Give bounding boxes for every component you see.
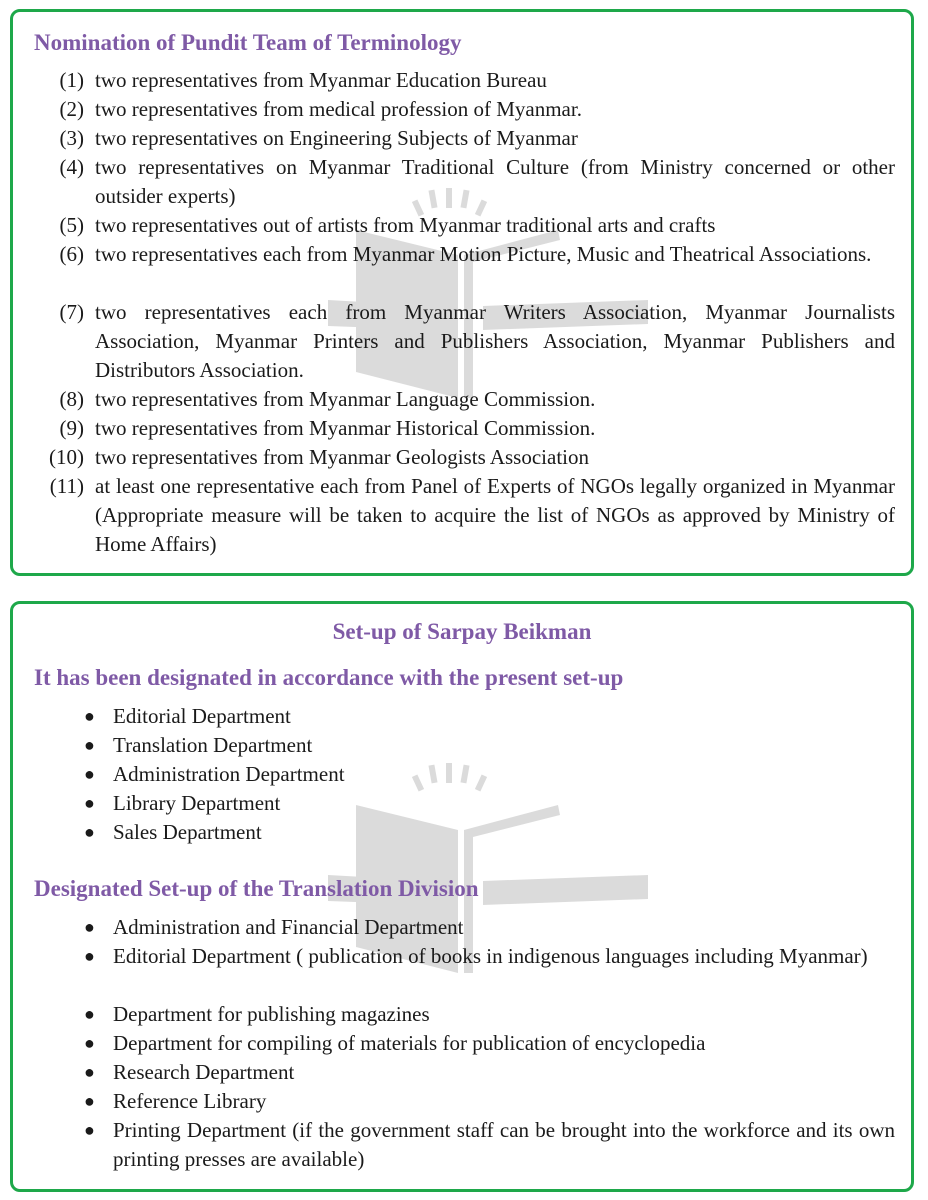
translation-division-heading: Designated Set-up of the Translation Division <box>34 876 479 901</box>
bullet-icon: ● <box>84 822 95 842</box>
item-text: Administration Department <box>113 762 345 786</box>
item-text: two representatives each from Myanmar Motion Picture, Music and Theatrical Associations. <box>95 242 872 266</box>
item-text: two representatives on Myanmar Traditional Culture (from Ministry concerned or other outsider experts) <box>95 155 895 208</box>
item-text: two representatives from Myanmar Language Commission. <box>95 387 596 411</box>
item-number: (8) <box>59 387 84 411</box>
item-text: two representatives on Engineering Subjects of Myanmar <box>95 126 578 150</box>
item-number: (7) <box>59 300 84 324</box>
item-text: Department for compiling of materials for publication of encyclopedia <box>113 1031 706 1055</box>
item-text: two representatives out of artists from Myanmar traditional arts and crafts <box>95 213 716 237</box>
bullet-icon: ● <box>84 1062 95 1082</box>
bullet-icon: ● <box>84 793 95 813</box>
item-number: (5) <box>59 213 84 237</box>
item-text: Library Department <box>113 791 281 815</box>
item-number: (9) <box>59 416 84 440</box>
item-number: (3) <box>59 126 84 150</box>
item-text: two representatives from Myanmar Geologists Association <box>95 445 589 469</box>
setup-title: Set-up of Sarpay Beikman <box>332 619 592 644</box>
item-text: Printing Department (if the government staff can be brought into the workforce and its own printing presses are available) <box>113 1118 895 1171</box>
item-text: two representatives from medical profession of Myanmar. <box>95 97 582 121</box>
item-text: Editorial Department ( publication of books in indigenous languages including Myanmar) <box>113 944 868 968</box>
item-number: (10) <box>49 445 84 469</box>
bullet-icon: ● <box>84 917 95 937</box>
item-number: (6) <box>59 242 84 266</box>
bullet-icon: ● <box>84 1033 95 1053</box>
item-text: two representatives each from Myanmar Writers Association, Myanmar Journalists Association, Myanmar Printers and Publishers Association, Myanmar Publishers and Distributors Association. <box>95 300 895 382</box>
bullet-icon: ● <box>84 764 95 784</box>
item-number: (1) <box>59 68 84 92</box>
item-text: Department for publishing magazines <box>113 1002 430 1026</box>
present-setup-heading: It has been designated in accordance with the present set-up <box>34 665 624 690</box>
item-text: at least one representative each from Panel of Experts of NGOs legally organized in Myanmar (Appropriate measure will be taken to acquire the list of NGOs as approved by Ministry of Home Affairs) <box>95 474 895 556</box>
bullet-icon: ● <box>84 1004 95 1024</box>
bullet-icon: ● <box>84 1120 95 1140</box>
item-number: (11) <box>49 474 84 498</box>
bullet-icon: ● <box>84 706 95 726</box>
item-number: (2) <box>59 97 84 121</box>
nomination-title: Nomination of Pundit Team of Terminology <box>34 30 462 55</box>
item-text: Administration and Financial Department <box>113 915 464 939</box>
item-text: Reference Library <box>113 1089 267 1113</box>
bullet-icon: ● <box>84 946 95 966</box>
bullet-icon: ● <box>84 1091 95 1111</box>
item-text: two representatives from Myanmar Education Bureau <box>95 68 547 92</box>
item-text: Sales Department <box>113 820 262 844</box>
item-text: Editorial Department <box>113 704 291 728</box>
item-text: Research Department <box>113 1060 295 1084</box>
bullet-icon: ● <box>84 735 95 755</box>
item-text: two representatives from Myanmar Historical Commission. <box>95 416 596 440</box>
item-text: Translation Department <box>113 733 313 757</box>
item-number: (4) <box>59 155 84 179</box>
